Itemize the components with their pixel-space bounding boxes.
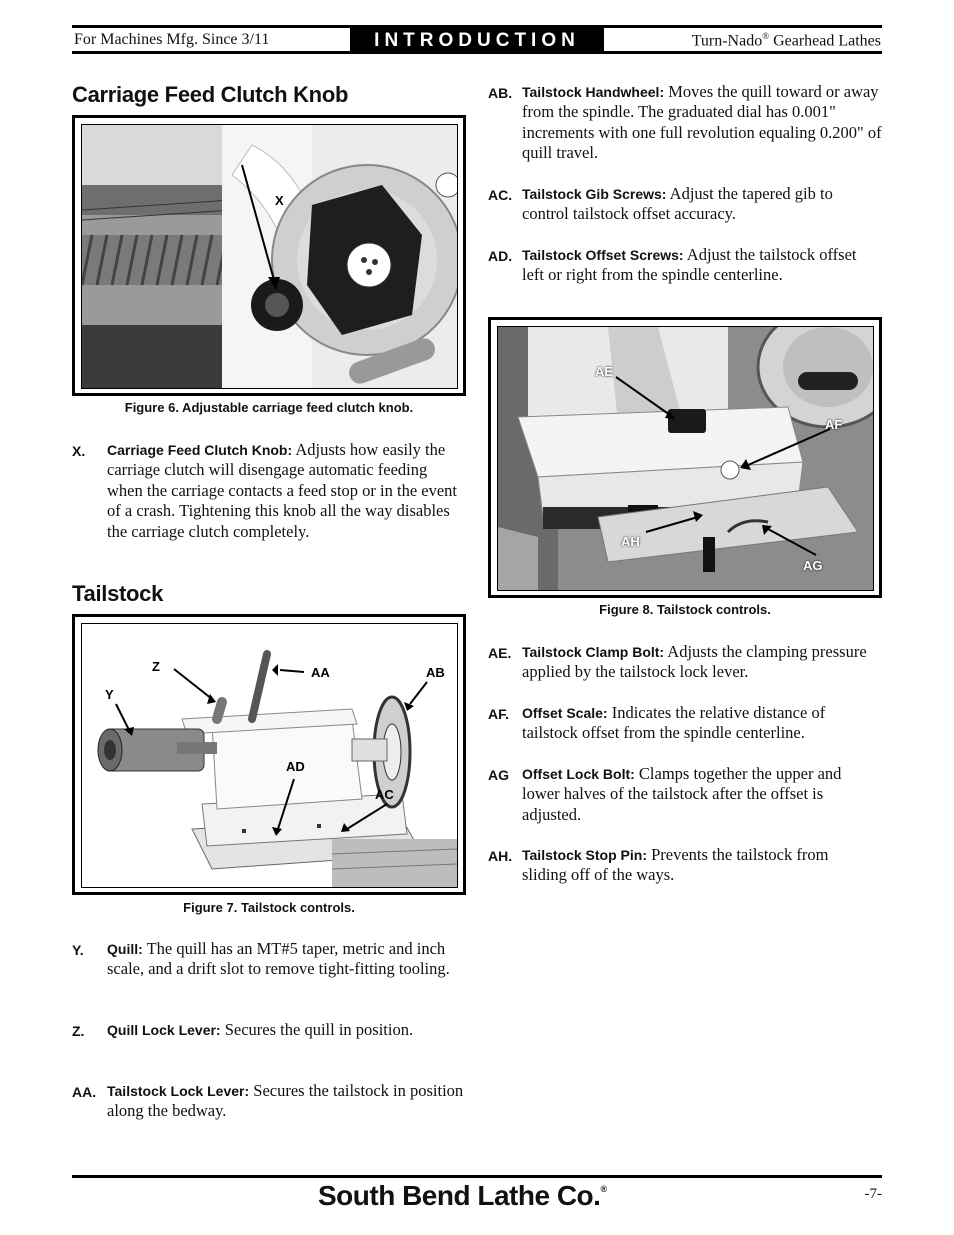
item-ab-text: Moves the quill toward or away from the spindle. The graduated dial has 0.001" increments with one full revolution equaling 0.200" of quill travel. — [522, 82, 882, 163]
header-left-text: For Machines Mfg. Since 3/11 — [74, 31, 270, 48]
header-product-tail: Gearhead Lathes — [769, 32, 881, 50]
item-z-body — [107, 1020, 437, 1040]
figure-6-photo — [81, 124, 458, 389]
figure-6-caption: Figure 6. Adjustable carriage feed clutch knob. — [124, 400, 414, 415]
heading-carriage-feed-clutch-knob: Carriage Feed Clutch Knob — [72, 82, 349, 107]
item-z-code: Z. — [72, 1023, 85, 1039]
item-y-term: Quill: — [107, 941, 143, 957]
figure-7-photo — [81, 623, 458, 888]
item-ah-code: AH. — [488, 848, 513, 864]
figure-8-label-ah: AH — [621, 534, 640, 549]
item-ad-body — [522, 245, 874, 286]
item-ac-term: Tailstock Gib Screws: — [522, 186, 667, 202]
header-registered-mark: ® — [762, 31, 770, 41]
item-ac-text: Adjust the tapered gib to control tailstock offset accuracy. — [522, 184, 833, 224]
item-x-body — [107, 440, 467, 542]
item-ab-body — [522, 82, 882, 164]
figure-7-label-ab: AB — [426, 665, 445, 680]
item-z-text: Secures the quill in position. — [220, 1020, 414, 1039]
footer-brand-name: South Bend Lathe Co. — [318, 1180, 601, 1211]
item-y-code: Y. — [72, 942, 84, 958]
figure-7-frame — [72, 614, 466, 895]
item-aa-body — [107, 1081, 467, 1122]
figure-8-photo — [497, 326, 874, 591]
footer-page-number: -7- — [864, 1186, 882, 1202]
item-af-text: Indicates the relative distance of tailstock offset from the spindle centerline. — [522, 703, 826, 743]
item-af-code: AF. — [488, 706, 509, 722]
item-ag-body — [522, 764, 882, 825]
figure-6-label-x: X — [275, 193, 284, 208]
item-ah-text: Prevents the tailstock from sliding off of the ways. — [522, 845, 829, 885]
item-ae-term: Tailstock Clamp Bolt: — [522, 644, 665, 660]
item-ab-term: Tailstock Handwheel: — [522, 84, 665, 100]
figure-7-label-ad: AD — [286, 759, 305, 774]
header-product-name: Turn-Nado — [691, 32, 763, 50]
item-ah-body — [522, 845, 867, 886]
item-z-term: Quill Lock Lever: — [107, 1022, 221, 1038]
item-aa-text: Secures the tailstock in position along the bedway. — [107, 1081, 464, 1121]
item-ac-body — [522, 184, 882, 225]
item-x-term: Carriage Feed Clutch Knob: — [107, 442, 293, 458]
item-ag-term: Offset Lock Bolt: — [522, 766, 635, 782]
item-ag-text: Clamps together the upper and lower halves of the tailstock after the offset is adjusted. — [522, 764, 842, 824]
item-ac-code: AC. — [488, 187, 513, 203]
footer-brand-registered-mark: ® — [600, 1184, 607, 1194]
figure-7-label-z: Z — [152, 659, 160, 674]
footer-brand-logo — [318, 1180, 607, 1212]
footer-rule — [72, 1175, 882, 1178]
item-x-text: Adjusts how easily the carriage clutch will disengage automatic feeding when the carriage contacts a feed stop or in the event of a crash. Tightening this knob all the way disables the carriage clutch completely. — [107, 440, 458, 541]
header-section-title: INTRODUCTION — [350, 28, 604, 52]
header-right-text — [692, 31, 881, 50]
item-y-text: The quill has an MT#5 taper, metric and inch scale, and a drift slot to remove tight-fitting tooling. — [107, 939, 450, 979]
figure-8-label-af: AF — [825, 417, 843, 432]
item-ad-term: Tailstock Offset Screws: — [522, 247, 684, 263]
figure-7-label-ac: AC — [375, 787, 394, 802]
figure-8-frame — [488, 317, 882, 598]
item-y-body — [107, 939, 467, 980]
figure-7-label-y: Y — [105, 687, 114, 702]
item-af-body — [522, 703, 882, 744]
item-ae-text: Adjusts the clamping pressure applied by the tailstock lock lever. — [522, 642, 867, 682]
figure-7-label-aa: AA — [311, 665, 330, 680]
figure-6-frame — [72, 115, 466, 396]
figure-8-caption: Figure 8. Tailstock controls. — [599, 602, 771, 617]
item-aa-code: AA. — [72, 1084, 97, 1100]
header-bottom-rule — [72, 51, 882, 54]
item-x-code: X. — [72, 443, 86, 459]
item-af-term: Offset Scale: — [522, 705, 608, 721]
figure-7-caption: Figure 7. Tailstock controls. — [183, 900, 355, 915]
item-ad-code: AD. — [488, 248, 513, 264]
item-ab-code: AB. — [488, 85, 513, 101]
item-aa-term: Tailstock Lock Lever: — [107, 1083, 250, 1099]
heading-tailstock: Tailstock — [72, 581, 164, 606]
item-ad-text: Adjust the tailstock offset left or right from the spindle centerline. — [522, 245, 857, 285]
item-ae-code: AE. — [488, 645, 512, 661]
figure-8-label-ag: AG — [803, 558, 823, 573]
figure-8-label-ae: AE — [595, 364, 614, 379]
item-ag-code: AG — [488, 767, 509, 783]
item-ae-body — [522, 642, 882, 683]
item-ah-term: Tailstock Stop Pin: — [522, 847, 647, 863]
